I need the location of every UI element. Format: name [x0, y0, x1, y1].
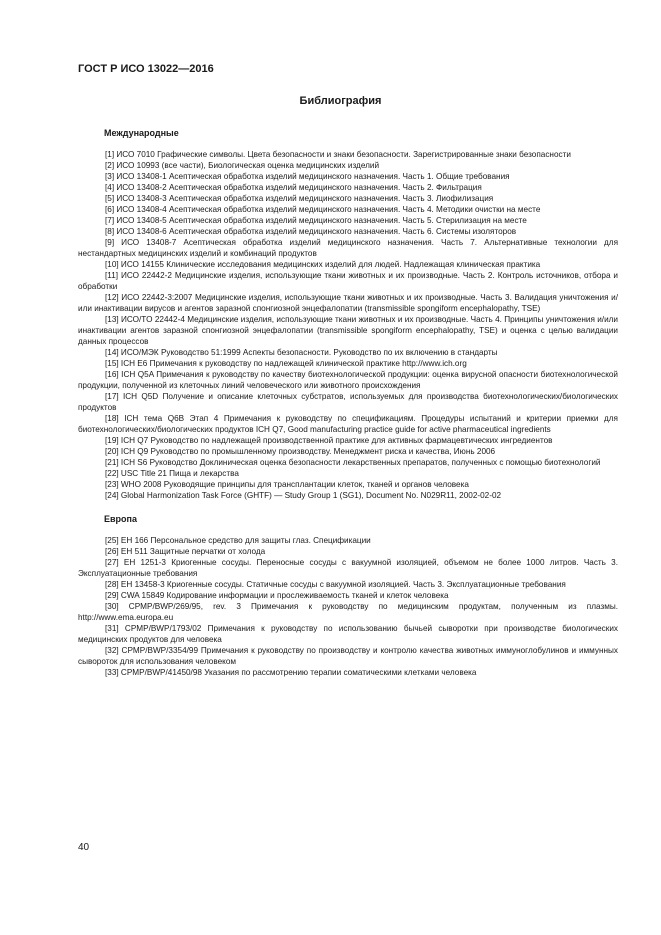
section-heading-international: Международные	[104, 128, 179, 138]
reference-item: [23] WHO 2008 Руководящие принципы для трансплантации клеток, тканей и органов человека	[105, 480, 469, 489]
reference-item: [22] USC Title 21 Пища и лекарства	[105, 469, 239, 478]
reference-item: [31] CPMP/BWP/1793/02 Примечания к руководству по использованию бычьей сыворотки при производстве биологических медицинских продуктов для человека	[78, 624, 618, 644]
reference-item: [3] ИСО 13408-1 Асептическая обработка изделий медицинского назначения. Часть 1. Общие требования	[105, 172, 510, 181]
reference-item: [26] ЕН 511 Защитные перчатки от холода	[105, 547, 266, 556]
reference-item: [13] ИСО/TO 22442-4 Медицинские изделия, использующие ткани животных и их производные. Часть 4. Принципы уничтожения и/или инактивации агентов заразной спонгиозной энцефалопатии (transmissible spongiform encephalopathy, TSE) и оценка с целью валидации данных процессов	[78, 315, 618, 346]
reference-item: [16] ICH Q5A Примечания к руководству по качеству биотехнологической продукции: оценка вирусной опасности биотехнологической продукции, полученной из клеточных линий человеческого или животного происхождения	[78, 370, 618, 390]
reference-item: [1] ИСО 7010 Графические символы. Цвета безопасности и знаки безопасности. Зарегистрированные знаки безопасности	[105, 150, 571, 159]
reference-item: [17] ICH Q5D Получение и описание клеточных субстратов, используемых для производства биотехнологических/биологических продуктов	[78, 392, 618, 412]
reference-item: [9] ИСО 13408-7 Асептическая обработка изделий медицинского назначения. Часть 7. Альтернативные технологии для нестандартных медицинских изделий и комбинаций продуктов	[78, 238, 618, 258]
reference-item: [21] ICH S6 Руководство Доклиническая оценка безопасности лекарственных препаратов, полученных с помощью биотехнологий	[105, 458, 601, 467]
reference-item: [24] Global Harmonization Task Force (GHTF) — Study Group 1 (SG1), Document No. N029R11, 2002-02-02	[105, 491, 502, 500]
reference-item: [12] ИСО 22442-3:2007 Медицинские изделия, использующие ткани животных и их производные. Часть 3. Валидация уничтожения и/или инактивации вирусов и агентов заразной спонгиозной энцефалопатии (transmissible spongiform encephalopathy, TSE)	[78, 293, 618, 313]
reference-item: [30] CPMP/BWP/269/95, rev. 3 Примечания к руководству по медицинским продуктам, полученным из плазмы. http://www.ema.europa.eu	[78, 602, 618, 622]
reference-item: [5] ИСО 13408-3 Асептическая обработка изделий медицинского назначения. Часть 3. Лиофилизация	[105, 194, 494, 203]
section-heading-europe: Европа	[104, 514, 137, 524]
reference-item: [4] ИСО 13408-2 Асептическая обработка изделий медицинского назначения. Часть 2. Фильтрация	[105, 183, 482, 192]
reference-item: [27] ЕН 1251-3 Криогенные сосуды. Переносные сосуды с вакуумной изоляцией, объемом не более 1000 литров. Часть 3. Эксплуатационные требования	[78, 558, 618, 578]
reference-list-europe	[78, 535, 618, 678]
reference-list-international	[78, 149, 618, 501]
reference-item: [33] CPMP/BWP/41450/98 Указания по рассмотрению терапии соматическими клетками человека	[105, 668, 477, 677]
page-number: 40	[78, 842, 90, 853]
page-title: Библиография	[299, 95, 382, 107]
reference-item: [10] ИСО 14155 Клинические исследования медицинских изделий для людей. Надлежащая клиническая практика	[105, 260, 541, 269]
reference-item: [20] ICH Q9 Руководство по промышленному производству. Менеджмент риска и качества, Июнь 2006	[105, 447, 496, 456]
reference-item: [2] ИСО 10993 (все части), Биологическая оценка медицинских изделий	[105, 161, 380, 170]
reference-item: [28] ЕН 13458-3 Криогенные сосуды. Статичные сосуды с вакуумной изоляцией. Часть 3. Эксплуатационные требования	[105, 580, 566, 589]
reference-item: [14] ИСО/МЭК Руководство 51:1999 Аспекты безопасности. Руководство по их включению в стандарты	[105, 348, 498, 357]
document-header: ГОСТ Р ИСО 13022—2016	[78, 63, 214, 75]
reference-item: [19] ICH Q7 Руководство по надлежащей производственной практике для активных фармацевтических ингредиентов	[105, 436, 553, 445]
reference-item: [32] CPMP/BWP/3354/99 Примечания к руководству по производству и контролю качества животных иммуноглобулинов и иммунных сывороток для использования человеком	[78, 646, 618, 666]
bibliography-content	[78, 128, 618, 678]
reference-item: [11] ИСО 22442-2 Медицинские изделия, использующие ткани животных и их производные. Часть 2. Контроль источников, отбора и обработки	[78, 271, 618, 291]
reference-item: [15] ICH E6 Примечания к руководству по надлежащей клинической практике http://www.ich.org	[105, 359, 467, 368]
reference-item: [7] ИСО 13408-5 Асептическая обработка изделий медицинского назначения. Часть 5. Стерилизация на месте	[105, 216, 527, 225]
reference-item: [29] CWA 15849 Кодирование информации и прослеживаемость тканей и клеток человека	[105, 591, 449, 600]
reference-item: [6] ИСО 13408-4 Асептическая обработка изделий медицинского назначения. Часть 4. Методики очистки на месте	[105, 205, 541, 214]
reference-item: [8] ИСО 13408-6 Асептическая обработка изделий медицинского назначения. Часть 6. Системы изоляторов	[105, 227, 517, 236]
reference-item: [18] ICH тема Q6B Этап 4 Примечания к руководству по спецификациям. Процедуры испытаний и критерии приемки для биотехнологических/биологических продуктов ICH Q7, Good manufacturing practice guide for active pharmaceutical ingredients	[78, 414, 618, 434]
reference-item: [25] ЕН 166 Персональное средство для защиты глаз. Спецификации	[105, 536, 371, 545]
